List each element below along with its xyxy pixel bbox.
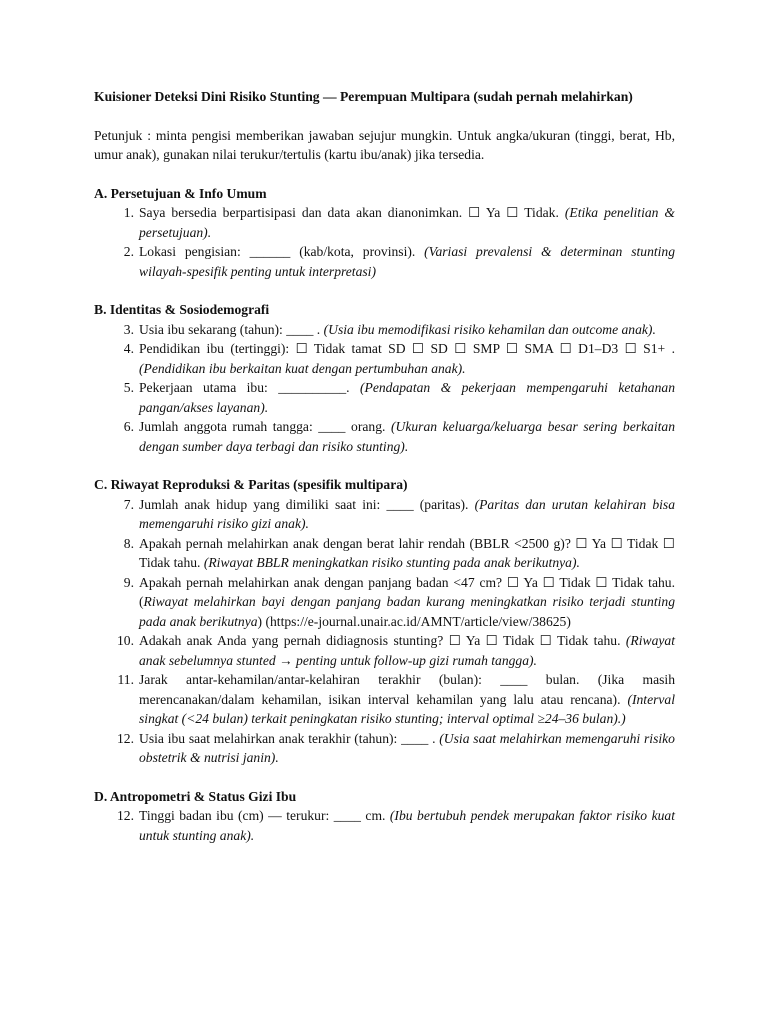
question-note: (Ukuran keluarga/keluarga besar sering berkaitan dengan sumber daya terbagi dan risiko stunting).: [139, 419, 675, 454]
section-heading: B. Identitas & Sosiodemografi: [94, 302, 270, 317]
question-note: (Riwayat BBLR meningkatkan risiko stunting pada anak berikutnya).: [203, 555, 580, 570]
question-text: Pekerjaan utama ibu: __________.: [139, 380, 350, 395]
section-heading: A. Persetujuan & Info Umum: [94, 185, 267, 201]
question-note: (Ibu bertubuh pendek merupakan faktor risiko kuat untuk stunting anak).: [139, 808, 675, 843]
document-title: Kuisioner Deteksi Dini Risiko Stunting — Perempuan Multipara (sudah pernah melahirkan): [94, 89, 633, 104]
question-text: Usia ibu sekarang (tahun): ____ .: [139, 321, 321, 337]
question-item: [94, 729, 675, 768]
question-list: [94, 495, 675, 768]
question-list: [94, 806, 675, 845]
question-note: (Pendidikan ibu berkaitan kuat dengan pertumbuhan anak).: [139, 360, 466, 376]
question-number: 8.: [123, 535, 134, 551]
section-heading: D. Antropometri & Status Gizi Ibu: [94, 788, 297, 804]
question-item: [94, 378, 675, 417]
question-number: 6.: [123, 419, 134, 434]
question-number: 10.: [117, 633, 134, 648]
question-text: Adakah anak Anda yang pernah didiagnosis stunting? ☐ Ya ☐ Tidak ☐ Tidak tahu.: [139, 633, 621, 648]
question-text: Jarak antar-kehamilan/antar-kelahiran terakhir (bulan): ____ bulan. (Jika masih merencanakan/dalam kehamilan, isikan interval kehamilan yang lalu atau rencana).: [139, 672, 675, 707]
question-number: 3.: [123, 321, 134, 337]
question-item: [94, 242, 675, 281]
question-item: [94, 203, 675, 242]
question-item: [94, 806, 675, 845]
question-text: Usia ibu saat melahirkan anak terakhir (tahun): ____ .: [139, 730, 436, 746]
question-item: [94, 339, 675, 378]
question-list: [94, 203, 675, 281]
question-note: (Riwayat anak sebelumnya stunted → penting untuk follow-up gizi rumah tangga).: [139, 633, 675, 668]
question-text: Jumlah anak hidup yang dimiliki saat ini: ____ (paritas).: [139, 496, 469, 512]
question-note: (Usia saat melahirkan memengaruhi risiko obstetrik & nutrisi janin).: [139, 730, 675, 765]
section-d: [94, 787, 675, 846]
question-item: [94, 670, 675, 729]
question-item: [94, 573, 675, 632]
question-number: 4.: [123, 341, 134, 356]
question-number: 2.: [123, 244, 134, 259]
question-item: [94, 534, 675, 573]
question-note: (Interval singkat (<24 bulan) terkait peningkatan risiko stunting; interval optimal ≥24–36 bulan).): [139, 691, 675, 726]
question-text: Apakah pernah melahirkan anak dengan panjang badan <47 cm? ☐ Ya ☐ Tidak ☐ Tidak tahu. (: [139, 574, 675, 609]
question-text: Apakah pernah melahirkan anak dengan berat lahir rendah (BBLR <2500 g)? ☐ Ya ☐ Tidak ☐ Tidak tahu.: [139, 535, 675, 570]
reference-link: ) (https://e-journal.unair.ac.id/AMNT/article/view/38625): [257, 613, 571, 629]
question-note: (Paritas dan urutan kelahiran bisa memengaruhi risiko gizi anak).: [139, 496, 675, 531]
question-text: Jumlah anggota rumah tangga: ____ orang.: [139, 419, 386, 434]
question-item: [94, 417, 675, 456]
question-number: 11.: [117, 672, 134, 687]
question-number: 9.: [123, 574, 134, 590]
section-a: [94, 184, 675, 282]
question-text: Pendidikan ibu (tertinggi): ☐ Tidak tamat SD ☐ SD ☐ SMP ☐ SMA ☐ D1–D3 ☐ S1+ .: [139, 341, 675, 356]
question-number: 12.: [117, 730, 134, 746]
question-text: Tinggi badan ibu (cm) — terukur: ____ cm.: [139, 808, 386, 823]
question-note: (Variasi prevalensi & determinan stunting wilayah-spesifik penting untuk interpretasi): [139, 244, 676, 279]
question-text: Lokasi pengisian: ______ (kab/kota, provinsi).: [139, 244, 416, 259]
question-item: [94, 320, 675, 340]
section-c: [94, 475, 675, 768]
question-note: (Etika penelitian & persetujuan).: [139, 205, 675, 240]
question-item: [94, 495, 675, 534]
question-note: (Pendapatan & pekerjaan mempengaruhi ketahanan pangan/akses layanan).: [139, 380, 675, 415]
question-number: 1.: [123, 205, 134, 220]
question-number: 12.: [117, 808, 134, 823]
question-note: (Usia ibu memodifikasi risiko kehamilan dan outcome anak).: [323, 321, 656, 337]
question-list: [94, 320, 675, 457]
question-note: Riwayat melahirkan bayi dengan panjang badan kurang meningkatkan risiko terjadi stunting pada anak berikutnya: [139, 594, 675, 629]
question-number: 7.: [123, 496, 134, 512]
questionnaire: [94, 87, 675, 845]
instructions: Petunjuk : minta pengisi memberikan jawaban sejujur mungkin. Untuk angka/ukuran (tinggi, berat, Hb, umur anak), gunakan nilai terukur/tertulis (kartu ibu/anak) jika tersedia.: [94, 127, 675, 162]
question-number: 5.: [123, 380, 134, 395]
section-heading: C. Riwayat Reproduksi & Paritas (spesifik multipara): [94, 477, 408, 492]
section-b: [94, 300, 675, 456]
question-item: [94, 631, 675, 670]
question-text: Saya bersedia berpartisipasi dan data akan dianonimkan. ☐ Ya ☐ Tidak.: [139, 205, 559, 220]
